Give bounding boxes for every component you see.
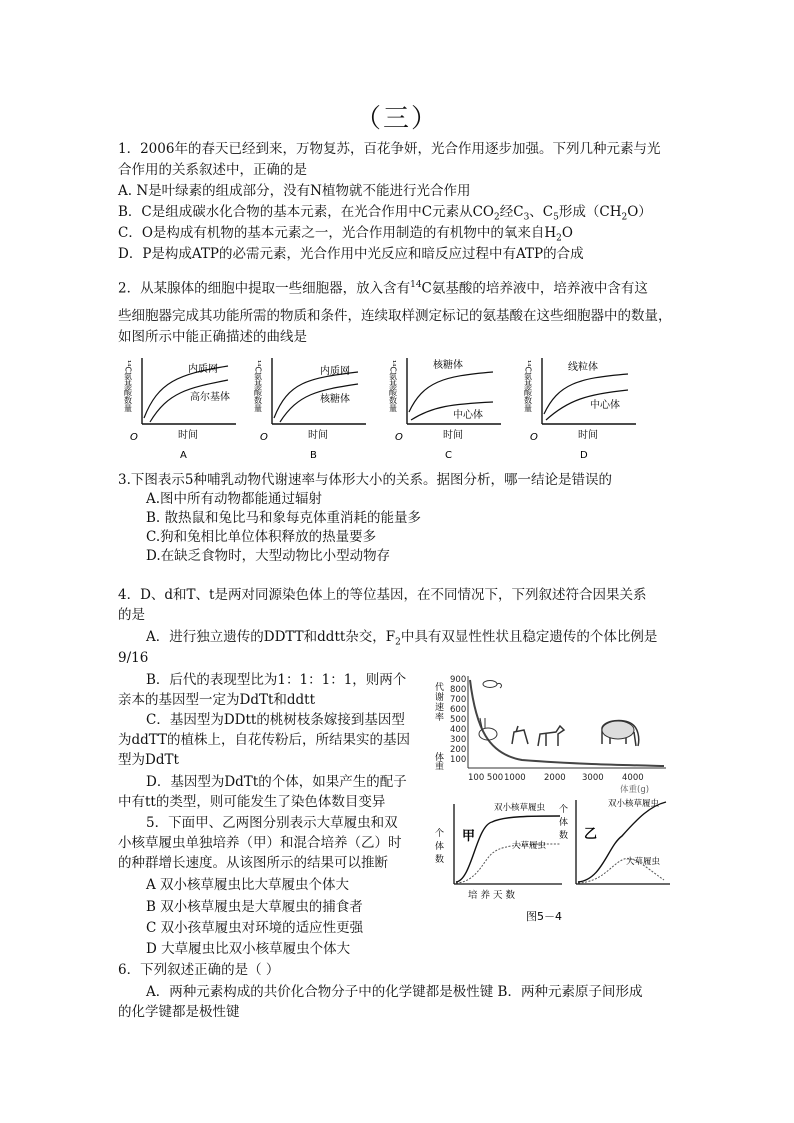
metab-ytick: 100 bbox=[450, 755, 467, 765]
figure-caption: 图5－4 bbox=[526, 910, 562, 923]
jia-curve2-label: 大草履虫 bbox=[512, 841, 547, 851]
origin-label: O bbox=[130, 432, 138, 443]
q6-line1: A．两种元素构成的共价化合物分子中的化学键都是极性键 B．两种元素原子间形成 bbox=[146, 984, 643, 1000]
curve-label-2: 中心体 bbox=[590, 400, 620, 411]
q5-option-a: A 双小核草履虫比大草履虫个体大 bbox=[146, 877, 350, 893]
q1-option-d: D．P是构成ATP的必需元素，光合作用中光反应和暗反应过程中有ATP的合成 bbox=[118, 246, 584, 262]
curve-label-2: 核糖体 bbox=[320, 394, 350, 405]
metab-ytick: 200 bbox=[450, 745, 467, 755]
q2-stem-line1: 2．从某腺体的细胞中提取一些细胞器，放入含有$^{14}$C氨基酸的培养液中，培养液中含有这 bbox=[118, 280, 648, 297]
q3-option-b: B. 散热鼠和兔比马和象每克体重消耗的能量多 bbox=[146, 510, 422, 526]
q4-option-a-line1: A．进行独立遗传的DDTT和ddtt杂交，$F_2$中具有双显性性状且稳定遗传的个体比例是 bbox=[146, 629, 658, 648]
horse-icon bbox=[538, 726, 564, 746]
q2-graph-b bbox=[253, 358, 367, 461]
metab-ylabel: 代谢速率 bbox=[433, 682, 443, 722]
metab-ytick: 500 bbox=[450, 715, 467, 725]
q6-line2: 的化学键都是极性键 bbox=[118, 1004, 240, 1020]
q4-option-c-line3: 型为DdTt bbox=[118, 752, 179, 768]
q5-stem-line1: 5．下面甲、乙两图分别表示大草履虫和双 bbox=[146, 815, 398, 831]
graph-letter-d: D bbox=[580, 450, 588, 461]
jia-xlabel: 培 养 天 数 bbox=[468, 890, 516, 901]
metab-ytick: 400 bbox=[450, 725, 467, 735]
metab-xtick: 4000 bbox=[622, 773, 644, 783]
curve-label-2: 高尔基体 bbox=[190, 392, 230, 403]
q5-stem-line2: 小核草履虫单独培养（甲）和混合培养（乙）时 bbox=[118, 835, 402, 851]
q2-graphs bbox=[118, 352, 678, 464]
q3-stem: 3.下图表示5种哺乳动物代谢速率与体形大小的关系。据图分析，哪一结论是错误的 bbox=[118, 472, 612, 488]
curve-label-1: 内质网 bbox=[320, 366, 350, 377]
metab-ytick: 700 bbox=[450, 695, 467, 705]
x-label: 时间 bbox=[443, 430, 463, 441]
q6-stem: 6．下列叙述正确的是（ ） bbox=[118, 962, 280, 978]
elephant-icon bbox=[602, 721, 639, 746]
curve-label-1: 核糖体 bbox=[433, 360, 463, 371]
q5-stem-line3: 的种群增长速度。从该图所示的结果可以推断 bbox=[118, 855, 388, 871]
q4-option-d-line2: 中有tt的类型，则可能发生了染色体数目变异 bbox=[118, 794, 386, 810]
curve-label-1: 线粒体 bbox=[568, 362, 598, 373]
q4-option-d-line1: D．基因型为DdTt的个体，如果产生的配子 bbox=[146, 774, 407, 790]
yi-label: 乙 bbox=[584, 827, 598, 842]
q1-stem-line2: 合作用的关系叙述中，正确的是 bbox=[118, 162, 307, 178]
q2-graph-d bbox=[523, 358, 637, 461]
q2-stem-line2: 些细胞器完成其功能所需的物质和条件，连续取样测定标记的氨基酸在这些细胞器中的数量， bbox=[118, 308, 672, 324]
origin-label: O bbox=[395, 432, 403, 443]
q3-option-c: C.狗和兔相比单位体积释放的热量要多 bbox=[146, 529, 377, 545]
metab-ytick: 300 bbox=[450, 735, 467, 745]
metab-ytick: 600 bbox=[450, 705, 467, 715]
paramecium-charts bbox=[432, 796, 682, 930]
q5-option-b: B 双小核草履虫是大草履虫的捕食者 bbox=[146, 899, 363, 915]
yi-curve2-label: 大草履虫 bbox=[626, 857, 661, 867]
graph-letter-b: B bbox=[310, 450, 317, 461]
metab-ytick: 900 bbox=[450, 675, 467, 685]
jia-label: 甲 bbox=[462, 829, 476, 844]
chart-yi bbox=[557, 798, 670, 884]
graph-letter-a: A bbox=[180, 450, 187, 461]
chart-jia bbox=[433, 802, 562, 901]
graph-ylabel: ¹⁴C氨基酸数量 bbox=[523, 360, 533, 412]
x-label: 时间 bbox=[578, 430, 598, 441]
q1-option-c: C．O是构成有机物的基本元素之一，光合作用制造的有机物中的氧来自$H_2O$ bbox=[118, 225, 573, 244]
metab-ylabel-bottom: 体重 bbox=[433, 752, 443, 770]
metab-xtick: 3000 bbox=[582, 773, 604, 783]
q4-option-c-line1: C．基因型为DDtt的桃树枝条嫁接到基因型 bbox=[146, 712, 405, 728]
q1-option-b: B．C是组成碳水化合物的基本元素，在光合作用中C元素从$CO_2$经$C_3$、$C_5$形成$(CH_2O)$ bbox=[118, 204, 652, 223]
jia-curve1-label: 双小核草履虫 bbox=[494, 803, 546, 813]
metabolic-chart bbox=[432, 668, 682, 798]
x-label: 时间 bbox=[178, 430, 198, 441]
q2-graph-a bbox=[123, 358, 237, 461]
x-label: 时间 bbox=[308, 430, 328, 441]
metab-ytick: 800 bbox=[450, 685, 467, 695]
q4-option-a-line2: 9/16 bbox=[118, 650, 149, 666]
q5-option-c: C 双小孩草履虫对环境的适应性更强 bbox=[146, 920, 364, 936]
jia-ylabel: 个体数 bbox=[433, 828, 443, 867]
graph-ylabel: ¹⁴C氨基酸数量 bbox=[388, 360, 398, 412]
q4-option-b-line2: 亲本的基因型一定为DdTt和ddtt bbox=[118, 692, 316, 708]
curve-label-2: 中心体 bbox=[453, 410, 483, 421]
q5-option-d: D 大草履虫比双小核草履虫个体大 bbox=[146, 941, 351, 957]
q4-stem-line2: 的是 bbox=[118, 607, 145, 623]
graph-ylabel: ¹⁴C氨基酸数量 bbox=[253, 360, 263, 412]
q2-stem-line3: 如图所示中能正确描述的曲线是 bbox=[118, 329, 307, 345]
metab-xtick: 1000 bbox=[504, 773, 526, 783]
metab-xlabel: 体重(g) bbox=[620, 785, 650, 795]
yi-ylabel: 个体数 bbox=[557, 804, 567, 843]
metab-xtick: 2000 bbox=[544, 773, 566, 783]
q3-option-d: D.在缺乏食物时，大型动物比小型动物存 bbox=[146, 548, 391, 564]
q4-option-b-line1: B．后代的表现型比为1：1：1：1，则两个 bbox=[146, 672, 407, 688]
q4-option-c-line2: 为ddTT的植株上，自花传粉后，所结果实的基因 bbox=[118, 732, 411, 748]
dog-icon bbox=[512, 726, 528, 744]
metab-xtick: 100 500 bbox=[468, 773, 504, 783]
q1-stem-line1: 1．2006年的春天已经到来，万物复苏，百花争妍，光合作用逐步加强。下列几种元素与光 bbox=[118, 141, 661, 157]
q1-option-a: A. N是叶绿素的组成部分，没有N植物就不能进行光合作用 bbox=[118, 183, 471, 199]
q4-stem-line1: 4．D、d和T、t是两对同源染色体上的等位基因，在不同情况下，下列叙述符合因果关系 bbox=[118, 587, 647, 603]
curve-label-1: 内质网 bbox=[188, 364, 218, 375]
graph-letter-c: C bbox=[445, 450, 452, 461]
q2-graph-c bbox=[388, 358, 502, 461]
yi-curve1-label: 双小核草履虫 bbox=[608, 799, 660, 809]
page-title: （三） bbox=[354, 104, 439, 134]
graph-ylabel: ¹⁴C氨基酸数量 bbox=[123, 360, 133, 412]
q3-option-a: A.图中所有动物都能通过辐射 bbox=[146, 491, 323, 507]
origin-label: O bbox=[530, 432, 538, 443]
mouse-icon bbox=[483, 681, 501, 689]
origin-label: O bbox=[260, 432, 268, 443]
